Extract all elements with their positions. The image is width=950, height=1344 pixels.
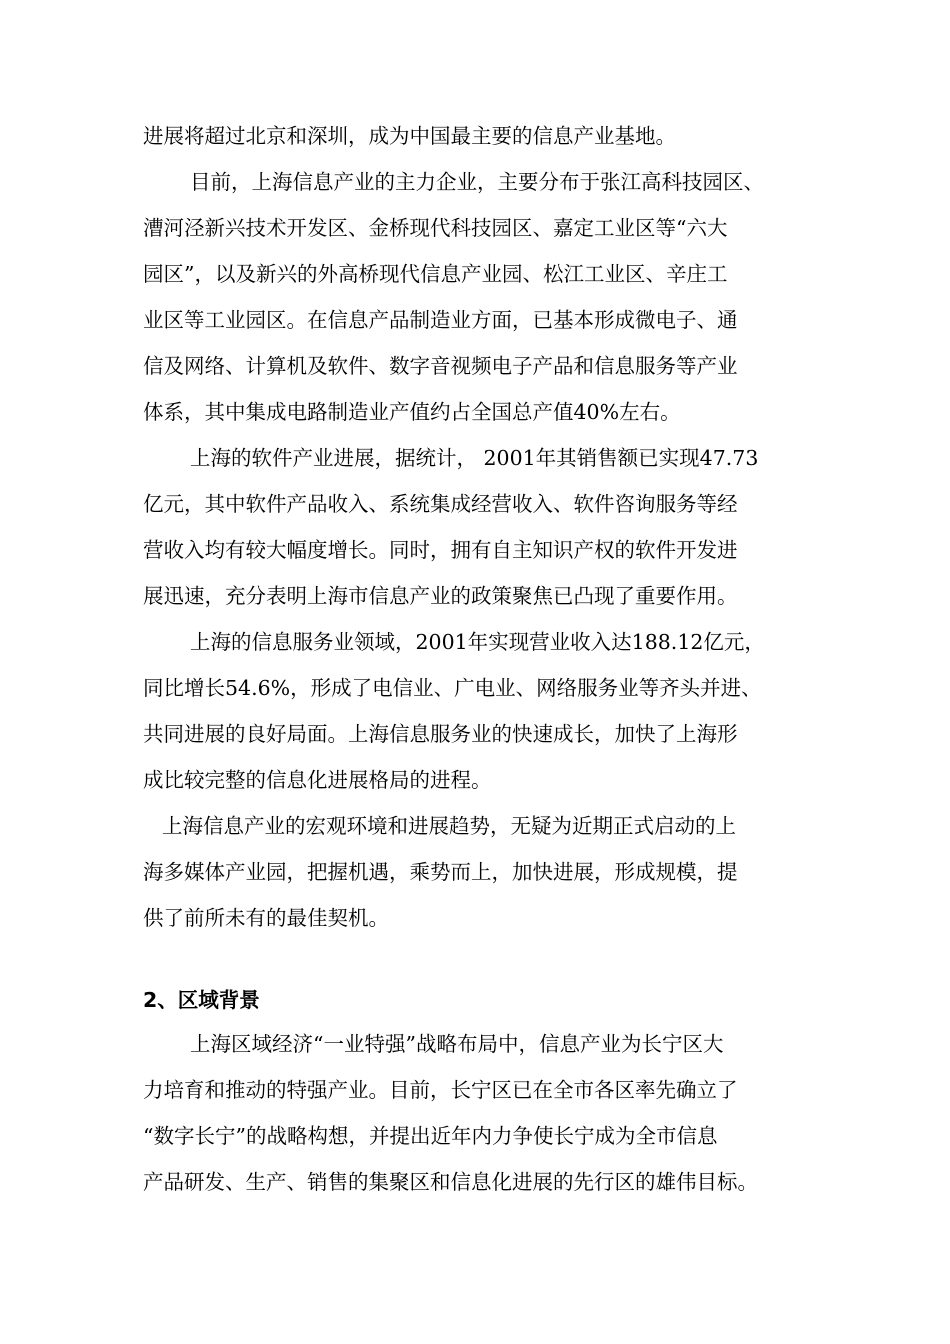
text-line: 上海的软件产业进展，据统计， 2001年其销售额已实现47.73 — [190, 446, 759, 470]
text-line: 体系，其中集成电路制造业产值约占全国总产值40%左右。 — [143, 400, 681, 424]
text-line: 亿元，其中软件产品收入、系统集成经营收入、软件咨询服务等经 — [143, 492, 738, 516]
text-line: 进展将超过北京和深圳，成为中国最主要的信息产业基地。 — [143, 124, 676, 148]
text-line: “数字长宁”的战略构想，并提出近年内力争使长宁成为全市信息 — [143, 1124, 718, 1148]
text-line: 目前，上海信息产业的主力企业，主要分布于张江高科技园区、 — [190, 170, 764, 194]
text-line: 园区”，以及新兴的外高桥现代信息产业园、松江工业区、辛庄工 — [143, 262, 728, 286]
text-line: 上海信息产业的宏观环境和进展趋势，无疑为近期正式启动的上 — [162, 814, 736, 838]
text-line: 展迅速，充分表明上海市信息产业的政策聚焦已凸现了重要作用。 — [143, 584, 738, 608]
text-line: 上海的信息服务业领域，2001年实现营业收入达188.12亿元， — [190, 630, 765, 654]
text-line: 供了前所未有的最佳契机。 — [143, 906, 389, 930]
text-line: 产品研发、生产、销售的集聚区和信息化进展的先行区的雄伟目标。 — [143, 1170, 758, 1194]
text-line: 共同进展的良好局面。上海信息服务业的快速成长，加快了上海形 — [143, 722, 738, 746]
text-line: 营收入均有较大幅度增长。同时，拥有自主知识产权的软件开发进 — [143, 538, 738, 562]
section-heading: 2、区域背景 — [143, 988, 260, 1012]
text-line: 同比增长54.6%，形成了电信业、广电业、网络服务业等齐头并进、 — [143, 676, 762, 700]
text-line: 业区等工业园区。在信息产品制造业方面，已基本形成微电子、通 — [143, 308, 738, 332]
text-line: 漕河泾新兴技术开发区、金桥现代科技园区、嘉定工业区等“六大 — [143, 216, 728, 240]
text-line: 海多媒体产业园，把握机遇，乘势而上，加快进展，形成规模，提 — [143, 860, 738, 884]
text-line: 信及网络、计算机及软件、数字音视频电子产品和信息服务等产业 — [143, 354, 738, 378]
text-line: 成比较完整的信息化进展格局的进程。 — [143, 768, 492, 792]
text-line: 力培育和推动的特强产业。目前，长宁区已在全市各区率先确立了 — [143, 1078, 738, 1102]
text-line: 上海区域经济“一业特强”战略布局中，信息产业为长宁区大 — [190, 1032, 724, 1056]
